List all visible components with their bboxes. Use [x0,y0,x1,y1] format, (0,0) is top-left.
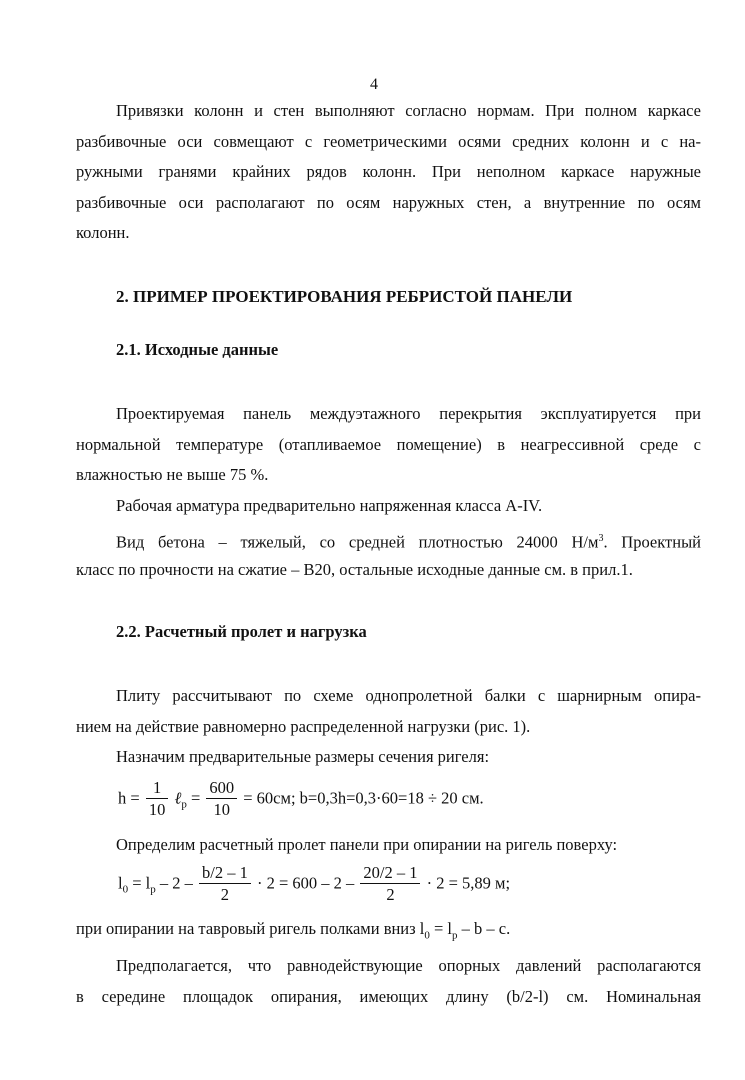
sub22-p1-line-2: нием на действие равномерно распределенной нагрузки (рис. 1). [76,716,531,736]
intro-line-5: колонн. [76,223,130,242]
sub22-paragraph-3: Определим расчетный пролет панели при опирании на ригель поверху: [116,835,618,854]
intro-line-3: ружными гранями крайних рядов колонн. При неполном каркасе наружные [76,162,701,181]
intro-line-2: разбивочные оси совмещают с геометрическими осями средних колонн и с на- [76,131,701,151]
sub22-p5-line-2: в середине площадок опирания, имеющих длину (b/2-l) см. Номинальная [76,986,701,1006]
sub21-p3-line-2: класс по прочности на сжатие – B20, остальные исходные данные см. в прил.1. [76,559,633,579]
sub22-p1-line-1: Плиту рассчитывают по схеме однопролетной балки с шарнирным опира- [116,686,701,705]
sub22-paragraph-2: Назначим предварительные размеры сечения ригеля: [116,747,490,766]
formula-section-height: h = $\frac{1}{10}$ ℓ$_p$ = $\frac{600}{10}$ = 60см; b=0,3h=0,3·60=18 ÷ 20 см. [118,778,484,819]
sub21-paragraph-3 [76,524,701,585]
sub22-paragraph-1 [76,681,701,742]
sub21-p1-line-3: влажностью не выше 75 %. [76,465,269,484]
sub22-paragraph-4: при опирании на тавровый ригель полками вниз $l_0 = l_p - b - c$. [76,919,511,942]
sub22-paragraph-5 [76,951,701,1012]
intro-line-4: разбивочные оси располагают по осям наружных стен, а внутренние по осям [76,192,701,212]
subsection-2-1-title: 2.1. Исходные данные [116,340,279,359]
fraction-1-over-10: $\frac{1}{10}$ [146,778,169,821]
intro-paragraph [76,96,701,249]
formula-design-span: $l_0 = l_p - 2$ – $\frac{b/2 - 1}{2}$ · 2 = 600 – 2 – $\frac{20/2 - 1}{2}$ · 2 = 5,89 м; [118,863,511,904]
fraction-b-half-minus-1: $\frac{b/2 - 1}{2}$ [199,863,251,906]
subsection-2-2-title: 2.2. Расчетный пролет и нагрузка [116,622,367,641]
sub21-p1-line-1: Проектируемая панель междуэтажного перекрытия эксплуатируется при [116,404,701,423]
sub22-p5-line-1: Предполагается, что равнодействующие опорных давлений располагаются [116,956,701,975]
fraction-600-over-10: $\frac{600}{10}$ [206,778,237,821]
intro-line-1: Привязки колонн и стен выполняют согласно нормам. При полном каркасе [116,101,701,120]
sub21-paragraph-2: Рабочая арматура предварительно напряженная класса A-IV. [116,496,543,515]
sub21-p1-line-2: нормальной температуре (отапливаемое помещение) в неагрессивной среде с [76,434,701,454]
section-2-title: 2. ПРИМЕР ПРОЕКТИРОВАНИЯ РЕБРИСТОЙ ПАНЕЛИ [116,287,573,306]
fraction-20-half-minus-1: $\frac{20/2 - 1}{2}$ [360,863,420,906]
page-number: 4 [370,76,378,93]
sub21-p3-line-1: Вид бетона – тяжелый, со средней плотностью 24000 $Н/м^3$. Проектный [116,532,701,552]
sub21-paragraph-1 [76,399,701,491]
